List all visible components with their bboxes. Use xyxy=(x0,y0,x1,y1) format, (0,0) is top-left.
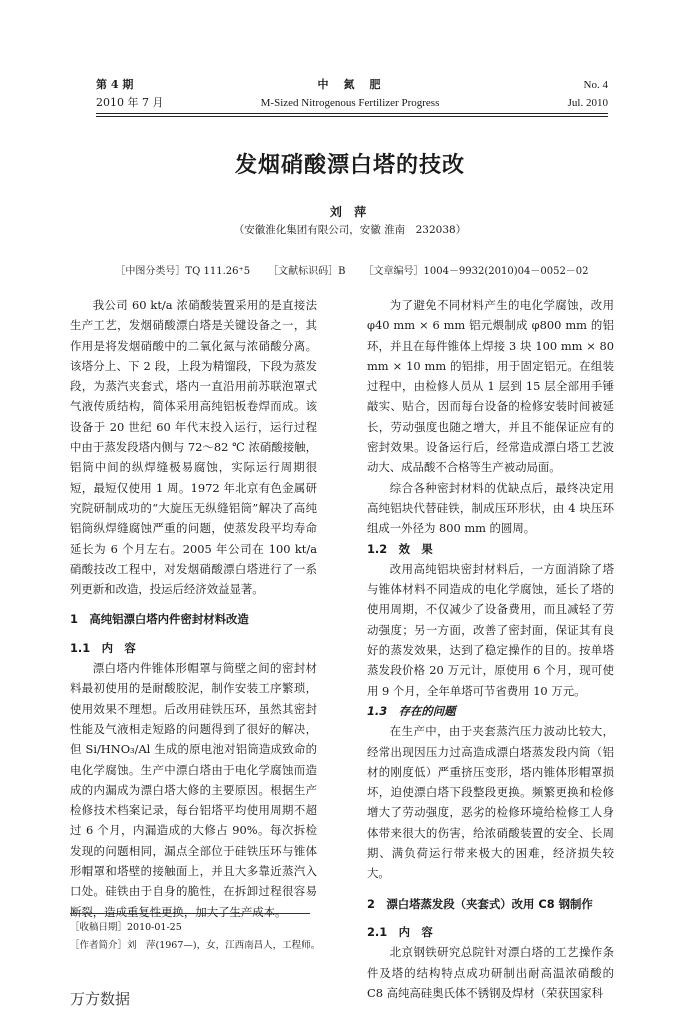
section-heading-2: 2 漂白塔蒸发段（夹套式）改用 C8 钢制作 xyxy=(367,896,593,911)
author-affiliation: （安徽淮化集团有限公司，安徽 淮南 232038） xyxy=(233,224,467,236)
journal-title-en: M-Sized Nitrogenous Fertilizer Progress xyxy=(260,97,440,109)
paragraph: 我公司 60 kt/a 浓硝酸装置采用的是直接法生产工艺，发烟硝酸漂白塔是关键设备之一，其作用是将发烟硝酸中的二氧化氮与浓硝酸分离。该塔分上、下 2 段，上段为精馏段，下段为蒸发段，为蒸汽夹套式，塔内一直沿用前苏联泡罩式气液传质结构，简体采用高纯铝板卷焊而成。该设备于 20 世纪 60 年代末投入运行，运行过程中由于蒸发段塔内侧与 72～82 ℃ 浓硝酸接触，铝筒中间的纵焊缝极易腐蚀，实际运行周期很短，最短仅使用 1 周。1972 年北京有色金属研究院研制成功的“大旋压无纵缝铝筒”解决了高纯铝筒纵焊缝腐蚀严重的问题，使蒸发段平均寿命延长为 6 个月左右。2005 年公司在 100 kt/a 硝酸技改工程中，对发烟硝酸漂白塔进行了一系列更新和改造，投运后经济效益显著。 xyxy=(70,298,317,597)
article-number: ［文章编号］1004－9932(2010)04－0052－02 xyxy=(363,266,589,277)
document-code: ［文献标识码］B xyxy=(268,266,346,277)
issue-number-en: No. 4 xyxy=(583,79,608,91)
author-name: 刘 萍 xyxy=(329,205,371,219)
section-heading-1-2: 1.2 效 果 xyxy=(367,541,433,556)
header-rule-double xyxy=(96,116,608,117)
right-column xyxy=(367,295,614,1003)
section-heading-2-1: 2.1 内 容 xyxy=(367,924,433,939)
paragraph: 改用高纯铝块密封材料后，一方面消除了塔与锥体材料不同造成的电化学腐蚀，延长了塔的使用周期，不仅减少了设备费用，而且减轻了劳动强度；另一方面，改善了密封面，保证其有良好的蒸发效果，达到了稳定操作的目的。按单塔蒸发段价格 20 万元计，原使用 6 个月，现可使用 9 个月，全年单塔可节省费用 10 万元。 xyxy=(367,561,614,698)
section-heading-1-3: 1.3 存在的问题 xyxy=(367,703,456,718)
left-column xyxy=(70,295,317,922)
article-metadata xyxy=(96,262,608,277)
received-date: ［收稿日期］2010-01-25 xyxy=(70,922,182,933)
paragraph: 为了避免不同材料产生的电化学腐蚀，改用 φ40 mm × 6 mm 铝元煨制成 φ800 mm 的铝环，并且在每件锥体上焊接 3 块 100 mm × 80 mm × 10 mm 的铝排，用于固定铝元。在组装过程中，由检修人员从 1 层到 15 层全部用手锤敲实、贴合，因而每台设备的检修安装时间被延长，劳动强度也随之增大，并且不能保证应有的密封效果。设备运行后，经常造成漂白塔工艺波动大、成品酸不合格等生产被动局面。 xyxy=(367,298,614,475)
issue-date-en: Jul. 2010 xyxy=(567,97,608,109)
author-bio: ［作者简介］刘 萍(1967—)，女，江西南昌人，工程师。 xyxy=(70,940,321,951)
paragraph: 综合各种密封材料的优缺点后，最终决定用高纯铝块代替硅铁，制成压环形状，由 4 块压环组成一外径为 800 mm 的圆周。 xyxy=(367,480,614,536)
clc-number: ［中图分类号］TQ 111.26⁺5 xyxy=(115,266,251,277)
header-rule xyxy=(96,113,608,114)
section-heading-1: 1 高纯铝漂白塔内件密封材料改造 xyxy=(70,612,249,627)
footnote-rule xyxy=(70,913,310,914)
paragraph: 漂白塔内件锥体形帽罩与筒壁之间的密封材料最初使用的是耐酸胶泥，制作安装工序繁琐，使用效果不理想。后改用硅铁压环，虽然其密封性能及气液相走短路的问题得到了很好的解决，但 Si/HNO₃/Al 生成的原电池对铝筒造成致命的电化学腐蚀。生产中漂白塔由于电化学腐蚀而造成的内漏成为漂白塔大修的主要原因。根据生产检修技术档案记录，每台铝塔平均使用周期不超过 6 个月，内漏造成的大修占 90%。每次拆检发现的问题相同，漏点全部位于硅铁压环与锥体形帽罩和塔壁的接触面上，并且大多靠近蒸汽入口处。硅铁由于自身的脆性，在拆卸过程很容易断裂，造成重复性更换，加大了生产成本。 xyxy=(70,661,317,919)
paragraph: 北京钢铁研究总院针对漂白塔的工艺操作条件及塔的结构特点成功研制出耐高温浓硝酸的 C8 高纯高硅奥氏体不锈钢及焊材（荣获国家科 xyxy=(367,945,614,1000)
paragraph: 在生产中，由于夹套蒸汽压力波动比较大，经常出现因压力过高造成漂白塔蒸发段内筒（铝材的刚度低）严重挤压变形，塔内锥体形帽罩损坏，迫使漂白塔下段整段更换。频繁更换和检修增大了劳动强度，恶劣的检修环境给检修工人身体带来很大的伤害，给浓硝酸装置的安全、长周期、满负荷运行带来极大的困难，经济损失较大。 xyxy=(367,724,614,881)
wanfang-watermark: 万方数据 xyxy=(70,990,131,1008)
issue-number: 第 4 期 xyxy=(96,78,134,91)
section-heading-1-1: 1.1 内 容 xyxy=(70,640,136,655)
article-title: 发烟硝酸漂白塔的技改 xyxy=(234,152,465,178)
issue-date-cn: 2010 年 7 月 xyxy=(96,96,164,109)
journal-title-cn: 中 氮 肥 xyxy=(317,78,383,91)
